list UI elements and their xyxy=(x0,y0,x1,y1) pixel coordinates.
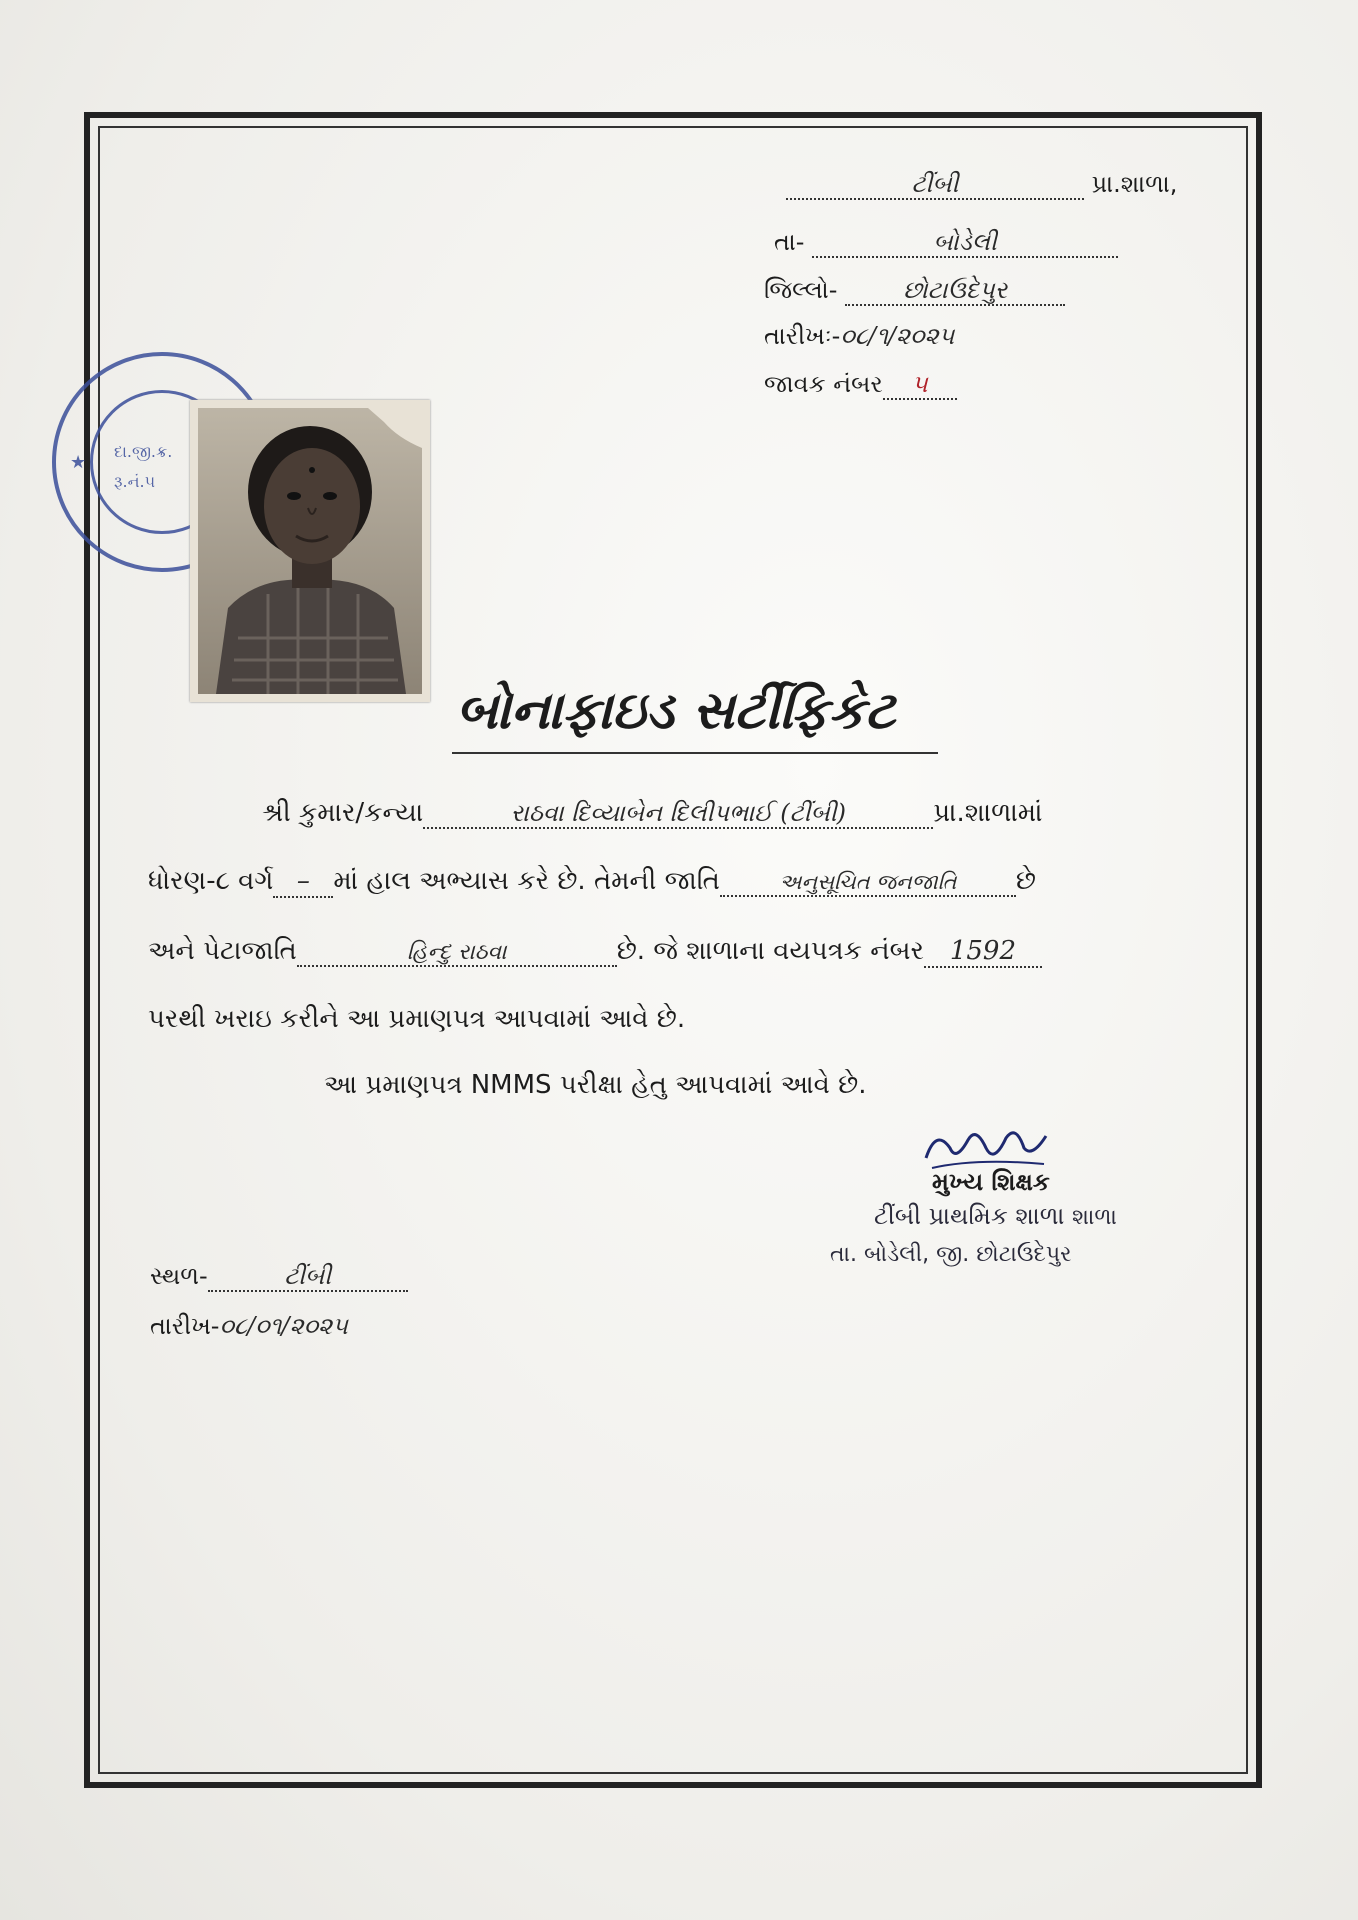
headmaster-role: મુખ્ય શિક્ષક xyxy=(932,1168,1050,1196)
student-photo xyxy=(190,400,430,702)
title-underline xyxy=(452,752,938,754)
header-school-line xyxy=(786,170,1177,200)
body-line-4: પરથી ખરાઇ કરીને આ પ્રમાણપત્ર આપવામાં આવે છે. xyxy=(148,1004,686,1034)
district-value: છોટાઉદેપુર xyxy=(845,276,1065,306)
footer-date-line xyxy=(150,1312,348,1340)
line2-prefix: ધોરણ-૮ વર્ગ xyxy=(148,866,274,896)
line1-suffix: પ્રા.શાળામાં xyxy=(933,798,1043,828)
place-value: ટીંબી xyxy=(208,1262,408,1292)
outward-label: જાવક નંબર xyxy=(764,370,883,398)
line2-middle: માં હાલ અભ્યાસ કરે છે. તેમની જાતિ xyxy=(333,866,720,896)
signature-school-suffix: શાળા xyxy=(1072,1205,1117,1230)
header-outward-line xyxy=(764,370,957,400)
signature-address: તા. બોડેલી, જી. છોટાઉદેપુર xyxy=(830,1242,1072,1267)
header-district-line xyxy=(764,276,1065,306)
footer-place-line xyxy=(150,1262,408,1292)
student-portrait-image xyxy=(198,408,422,694)
footer-date-value: ૦૮/૦૧/૨૦૨૫ xyxy=(219,1312,348,1340)
line3-middle: છે. જે શાળાના વયપત્રક નંબર xyxy=(616,936,924,966)
signature-school-name: ટીંબી પ્રાથમિક શાળા xyxy=(874,1202,1065,1230)
stamp-line-2: રૂ.નં.૫ xyxy=(114,472,156,491)
body-line-5: આ પ્રમાણપત્ર NMMS પરીક્ષા હેતુ આપવામાં આવે છે. xyxy=(324,1070,867,1100)
certificate-title: બોનાફાઇડ સર્ટીફિકેટ xyxy=(456,680,896,741)
caste-value: અનુસૂચિત જનજાતિ xyxy=(720,870,1016,897)
stamp-star-icon: ★ xyxy=(70,452,87,473)
line1-prefix: શ્રી કુમાર/કન્યા xyxy=(262,798,424,828)
place-label: સ્થળ- xyxy=(150,1262,208,1290)
line2-suffix: છે xyxy=(1015,866,1036,896)
student-name: રાઠવા દિવ્યાબેન દિલીપભાઈ (ટીંબી) xyxy=(423,799,933,829)
header-date-line xyxy=(764,322,954,350)
body-line-2 xyxy=(148,866,1036,898)
footer-date-label: તારીખ- xyxy=(150,1312,220,1340)
header-date-value: ૦૮/૧/૨૦૨૫ xyxy=(840,322,955,350)
header-taluka-line xyxy=(774,228,1118,258)
body-line-3 xyxy=(148,936,1042,968)
line3-prefix: અને પેટાજાતિ xyxy=(148,936,297,966)
taluka-label: તા- xyxy=(774,228,805,256)
district-label: જિલ્લો- xyxy=(764,276,838,304)
subcaste-value: હિન્દુ રાઠવા xyxy=(297,940,617,967)
outward-value: ૫ xyxy=(883,370,957,400)
taluka-value: બોડેલી xyxy=(812,228,1118,258)
school-name: ટીંબી xyxy=(786,170,1084,200)
register-number: 1592 xyxy=(924,936,1042,968)
school-suffix: પ્રા.શાળા, xyxy=(1091,170,1178,198)
class-division: – xyxy=(273,866,333,898)
stamp-line-1: દા.જી.ક્ર. xyxy=(114,442,173,461)
header-date-label: તારીખઃ- xyxy=(764,322,841,350)
body-line-1 xyxy=(262,798,1043,829)
signature-school xyxy=(874,1202,1117,1230)
